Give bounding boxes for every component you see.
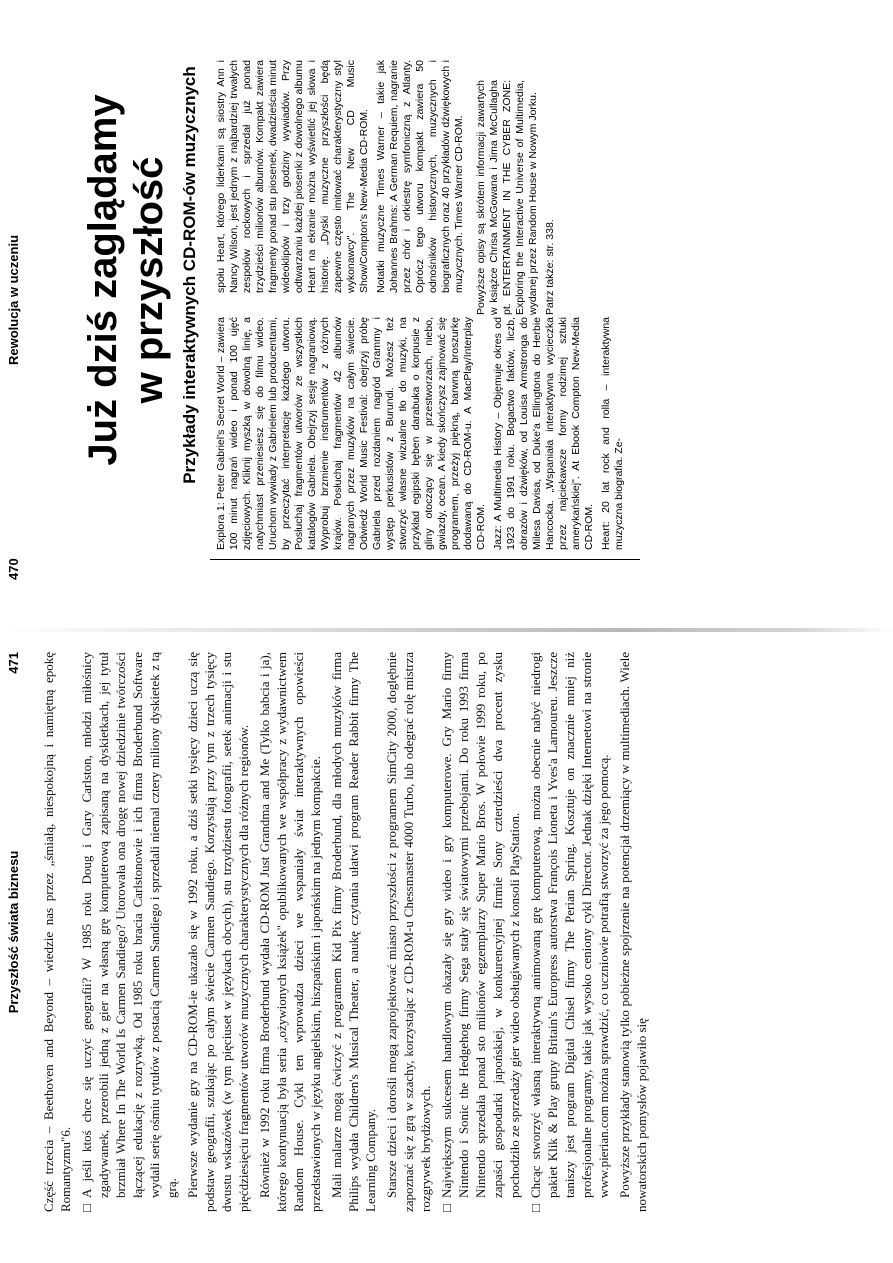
right-page [0,632,893,1263]
right-page-body [40,652,654,1212]
left-page-header [6,20,28,580]
sidebar-entry: Notatki muzyczne Times Warner – takie jak Johannes Brahms: A German Requiem, nagranie przez chór i orkiestrę symfoniczną z Atlanty. Oprócz tego utworu kompakt zawiera 50 odnośników historycznych, muzycznych i biograficznych oraz 40 przykładów dźwiękowych i muzycznych. Times Warner CD-ROM. [375,60,465,293]
sidebar-subtitle: Przykłady interaktywnych CD-ROM-ów muzycznych [180,66,199,484]
sidebar-entry: Heart: 20 lat rock and rolla – interaktywna muzyczna biografia. Ze- [600,317,625,550]
source-note-box [475,80,561,315]
body-paragraph: Również w 1992 roku firma Broderbund wydała CD-ROM Just Grandma and Me (Tylko babcia i ja), którego kontynuacją była seria „ożywionych książek" opublikowanych we współpracy z wydawnictwem Random House. Cykl ten wprowadza dzieci we wspaniały świat interaktywnych opowieści przedstawionych w języku angielskim, hiszpańskim i japońskim na jednym kompakcie. [257,652,323,1212]
bullet-paragraph: □ A jeśli ktoś chce się uczyć geografii? W 1985 roku Doug i Gary Carlston, młodzi miłośnicy zgadywanek, przerobili jedną z gier na własną grę komputerową zapisaną na dyskietkach, jej tytuł brzmiał Where In The World Is Carmen Sandiego? Utorowała ona drogę nowej dziedzinie twórczości łączącej edukację z rozrywką. Od 1985 roku bracia Carlstonowie i ich firma Broderbund Software wydali serię ośmiu tytułów z postacią Carmen Sandiego i sprzedali niemal cztery miliony dyskietek z tą grą. [78,652,180,1212]
right-running-head: Przyszłość świata biznesu [6,850,21,1014]
right-page-number: 471 [6,652,21,674]
chapter-title-line1: Już dziś zaglądamy [81,94,125,466]
sidebar-entry: Jazz: A Multimedia History – Objęmuje okres od 1923 do 1991 roku. Bogactwo faktów, liczb, obrazów i dźwięków, od Louisa Armstronga do Milesa Davisa, od Duke'a Ellingtona do Herbie Hancocka. „Wspaniała interaktywna wycieczka przez najciekawsze formy rodzimej sztuki amerykańskiej". At Ebook Compton New-Media CD-ROM. [492,317,595,550]
body-paragraph: Starsze dzieci i dorośli mogą zaprojektować miasto przyszłości z programem SimCity 2000, doglębnie zapoznać się z grą w szachy, korzystając z CD-ROM-u Chessmaster 4000 Turbo, lub odegrać rolę mistrza rozgrywek brydżowych. [384,652,433,1212]
sidebar-entry: społu Heart, którego liderkami są siostry Ann i Nancy Wilson, jest jednym z najbardziej trwałych zespołów rockowych i sprzedał już ponad trzydzieści milionów albumów. Kompakt zawiera fragmenty ponad stu piosenek, dwadzieścia minut wideoklipów i trzy godziny wywiadów. Przy odtwarzaniu każdej piosenki z dowolnego albumu Heart na ekranie można wyświetlić jej słowa i historię. „Dyski muzyczne przyszłości będą zapewne często imitować charakterystyczny styl wykonawcy". The New CD Music Show/Compton's New-Media CD-ROM. [215,60,370,293]
chapter-title-line2: w przyszłość [127,156,171,404]
sidebar-column-2 [215,60,630,293]
right-page-rotated-content [0,632,893,1252]
chapter-title [80,50,172,510]
sidebar-entry: Explora 1: Peter Gabriel's Secret World – zawiera 100 minut nagrań wideo i ponad 100 ujęć zdjęciowych. Kliknij myszką w dowolną linię, a natychmiast przeniesiesz się do filmu wideo. Uruchom wywiady z Gabrielem lub producentami, by przeczytać interpretację każdego utworu. Posłuchaj fragmentów utworów ze wszystkich katalogów Gabriela. Obejrzyj sesję nagraniową. Wyprobuj brzmienie instrumentów z różnych krajów. Posłuchaj fragmentów 42 albumów nagranych przez muzyków na całym świecie. Odwiedź World Music Festival: obejrzyj próbę Gabriela przed rozdaniem nagród Grammy i występ perkusistów z Burundi. Możesz też stworzyć własne wizualne tło do muzyki, na przykład egipski bęben darabuka o korpusie z gliny otoczący się w przestworzach, niebo, gwiazdy, ocean. A kiedy skończysz zajmować się programem, przeżyj piękną, barwną broszurkę dodawaną do CD-ROM-u. A MacPlay/Interplay CD-ROM. [215,317,487,550]
body-paragraph: Mali malarze mogą ćwiczyć z programem Kid Pix firmy Broderbund, dla młodych muzyków firma Philips wydała Children's Musical Theater, a naukę czytania ułatwi program Reader Rabbit firmy The Learning Company. [329,652,378,1212]
sidebar-columns [215,60,630,550]
right-page-header [6,652,28,1212]
body-paragraph: Część trzecia – Beethoven and Beyond – wiedzie nas przez „śmiałą, niespokojną i namiętną epokę Romantyzmu"6. [41,652,73,1212]
left-running-head: Rewolucja w uczeniu [6,234,21,366]
sidebar-column-1 [215,317,630,550]
body-paragraph: Pierwsze wydanie gry na CD-ROM-ie ukazało się w 1992 roku, a dziś setki tysięcy dzieci uczą się podstaw geografii, szukając po całym świecie Carmen Sandiego. Korzystają przy tym z trzech tysięcy dwustu wskazówek (w tym pięciuset w językach obcych), stu trzydziestu fotografii, setek animacji i stu pięćdziesięciu fragmentów utworów muzycznych charakterystycznych dla różnych regionów. [185,652,251,1212]
body-paragraph: Powyższe przykłady stanowią tylko pobieżne spojrzenie na potencjał drzemiący w multimediach. Wiele nowatorskich pomysłów pojawiło się [617,652,649,1212]
left-page-rotated-content [0,0,893,620]
source-note: Powyższe opisy są skrótem informacji zawartych w książce Chrisa McGowana i Jima McCullagha pt. ENTERTAINMENT IN THE CYBER ZONE: Exploring the Interactive Universe of Multimedia, wydanej przez Random House w Nowym Jorku. [475,80,539,315]
bullet-paragraph: □ Chcąc stworzyć własną interaktywną animowaną grę komputerową, można obecnie nabyć niedrogi pakiet Klik & Play grupy Britain's Europress autorstwa François Lioneta i Yves'a Larnoureu. Jeszcze taniszy jest program Digital Chisel firmy The Perian Spring. Kosztuje on znacznie mniej niż profesjonalne programy, takie jak wysoko ceniony cykl Director. Jednak dzięki Internetowi na stronie www.pierian.com można sprawdzić, co uczniowie potrafią stworzyć za jego pomocą. [527,652,612,1212]
left-page-number: 470 [6,558,21,580]
see-also-note: Patrz także: str. 338. [544,219,556,315]
bullet-paragraph: □ Największym sukcesem handlowym okazały się gry wideo i gry komputerowe. Gry Mario firmy Nintendo i Sonic the Hedgehog firmy Sega stały się światowymi przebojami. Do roku 1993 firma Nintendo sprzedała ponad sto milionów egzemplarzy Super Mario Bros. W połowie 1999 roku, po zapaści gospodarki japońskiej, w konkurencyjnej firmie Sony czterdzieści dwa procent zysku pochodziło ze sprzedaży gier wideo obsługiwanych z konsoli PlayStation. [438,652,523,1212]
